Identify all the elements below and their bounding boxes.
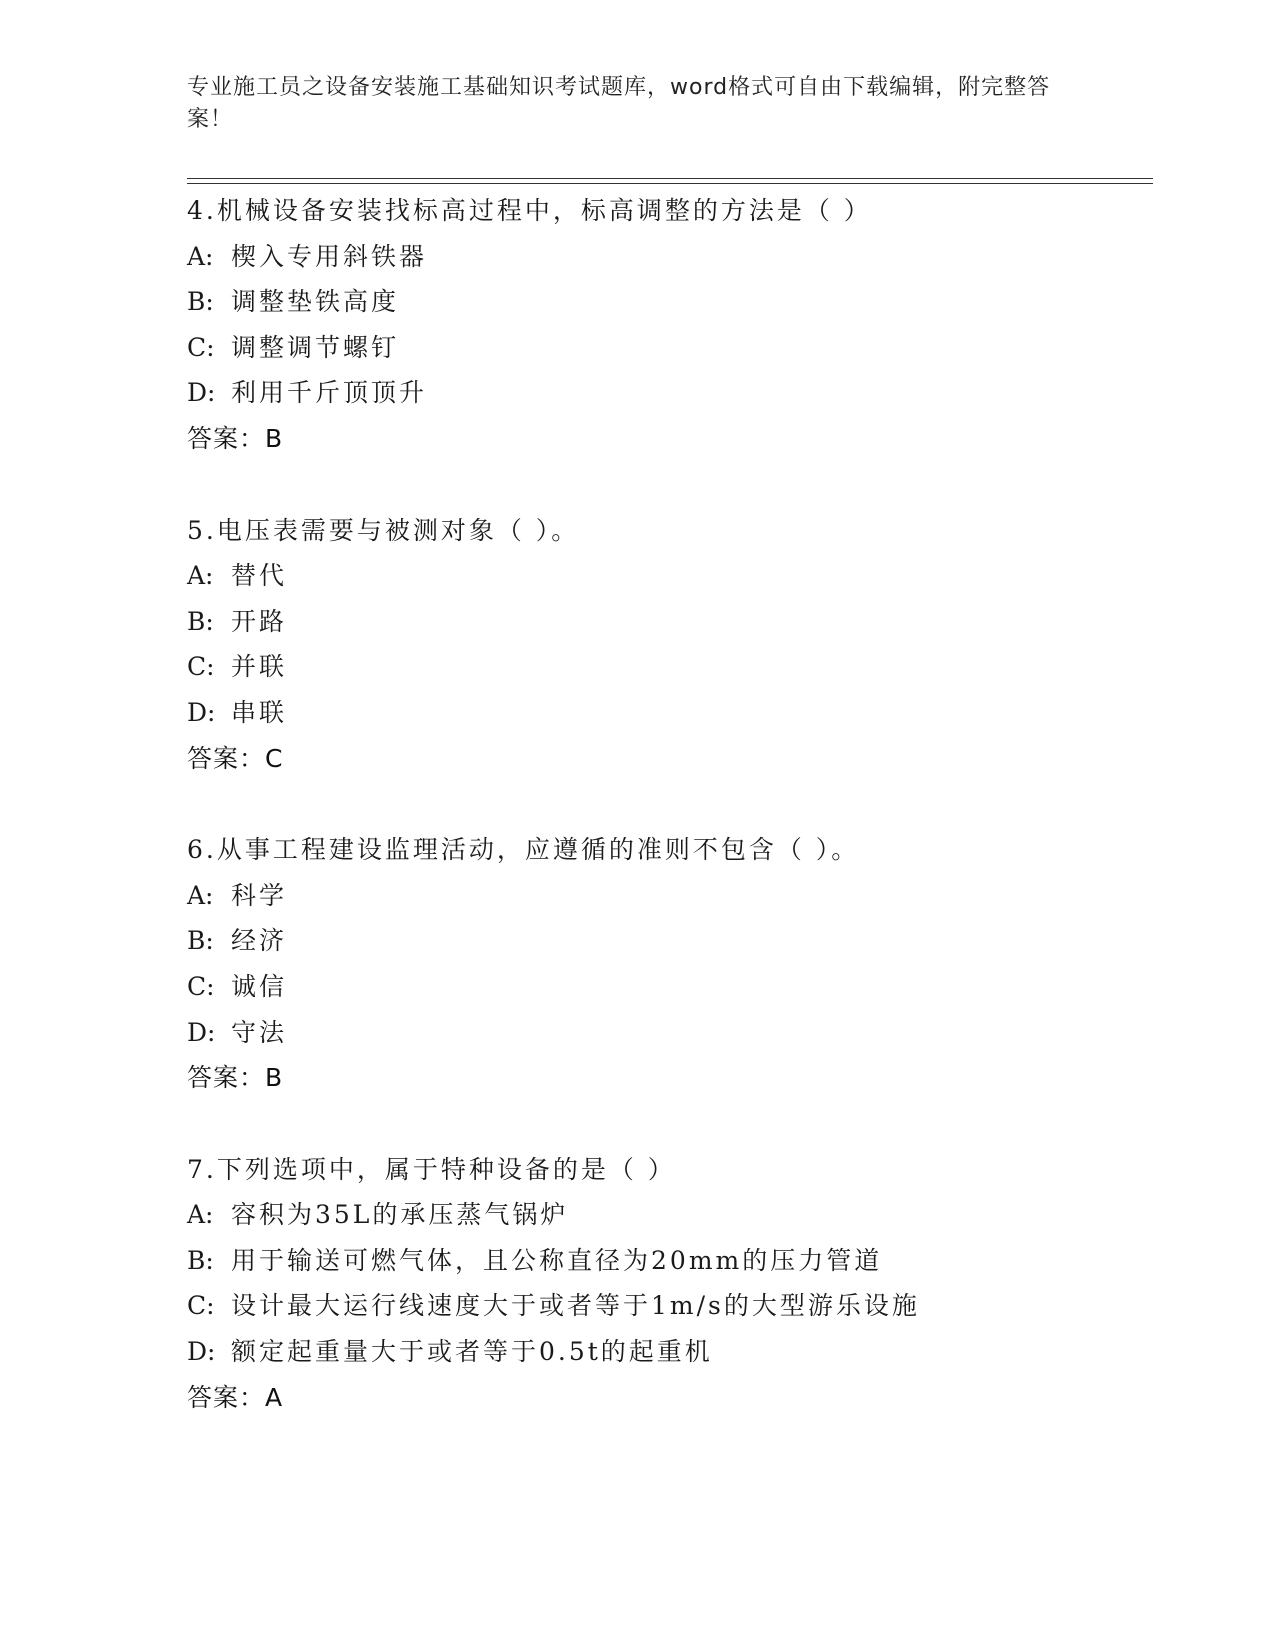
question-stem: 4.机械设备安装找标高过程中，标高调整的方法是（ ）	[187, 196, 872, 225]
option-d	[187, 1010, 1153, 1056]
option-b	[187, 918, 1153, 964]
option-text: 调整调节螺钉	[231, 332, 400, 362]
option-text: 串联	[231, 697, 288, 727]
option-c	[187, 644, 1153, 690]
option-letter: C:	[187, 971, 215, 1001]
question-stem: 7.下列选项中，属于特种设备的是（ ）	[187, 1154, 676, 1184]
question-4	[187, 188, 1153, 462]
answer-line: 答案：B	[187, 423, 284, 453]
option-letter: B:	[187, 606, 214, 636]
option-d	[187, 690, 1153, 736]
option-c	[187, 1283, 1153, 1329]
question-stem: 6.从事工程建设监理活动，应遵循的准则不包含（ ）。	[187, 835, 860, 865]
question-5	[187, 508, 1153, 782]
option-text: 用于输送可燃气体，且公称直径为20mm的压力管道	[231, 1245, 883, 1275]
option-letter: C:	[187, 1291, 215, 1321]
option-letter: D:	[187, 378, 216, 408]
header-divider-bottom	[187, 183, 1153, 184]
option-text: 科学	[231, 880, 288, 910]
option-text: 经济	[231, 926, 288, 956]
option-c	[187, 325, 1153, 371]
header-divider-top	[187, 178, 1153, 179]
option-text: 并联	[231, 652, 288, 682]
answer-line: 答案：B	[187, 1063, 284, 1093]
option-d	[187, 370, 1153, 416]
option-letter: C:	[187, 332, 215, 362]
option-a	[187, 234, 1153, 280]
option-letter: A:	[187, 1200, 214, 1230]
option-letter: C:	[187, 652, 215, 682]
option-letter: B:	[187, 926, 214, 956]
option-a	[187, 1192, 1153, 1238]
option-text: 楔入专用斜铁器	[231, 241, 428, 271]
option-letter: B:	[187, 1245, 214, 1275]
option-b	[187, 279, 1153, 325]
option-text: 利用千斤顶顶升	[231, 378, 428, 408]
option-letter: D:	[187, 1017, 216, 1047]
option-text: 替代	[231, 561, 288, 591]
option-a	[187, 553, 1153, 599]
option-letter: A:	[187, 241, 214, 271]
option-text: 开路	[231, 606, 288, 636]
option-text: 守法	[231, 1017, 288, 1047]
option-c	[187, 964, 1153, 1010]
question-6	[187, 827, 1153, 1101]
question-7	[187, 1147, 1153, 1421]
question-stem: 5.电压表需要与被测对象（ ）。	[187, 515, 580, 545]
option-d	[187, 1329, 1153, 1375]
option-b	[187, 599, 1153, 645]
question-list	[187, 188, 1153, 1466]
option-text: 额定起重量大于或者等于0.5t的起重机	[231, 1337, 713, 1367]
option-text: 诚信	[231, 971, 288, 1001]
option-text: 设计最大运行线速度大于或者等于1m/s的大型游乐设施	[231, 1291, 920, 1321]
option-letter: A:	[187, 561, 214, 591]
document-header: 专业施工员之设备安装施工基础知识考试题库，word格式可自由下载编辑，附完整答案！	[187, 75, 1051, 132]
option-letter: A:	[187, 880, 214, 910]
answer-line: 答案：A	[187, 1382, 284, 1412]
option-letter: D:	[187, 697, 216, 727]
option-a	[187, 873, 1153, 919]
option-b	[187, 1238, 1153, 1284]
answer-line: 答案：C	[187, 743, 284, 773]
option-text: 调整垫铁高度	[231, 287, 400, 317]
option-letter: B:	[187, 287, 214, 317]
option-letter: D:	[187, 1337, 216, 1367]
option-text: 容积为35L的承压蒸气锅炉	[231, 1200, 569, 1230]
